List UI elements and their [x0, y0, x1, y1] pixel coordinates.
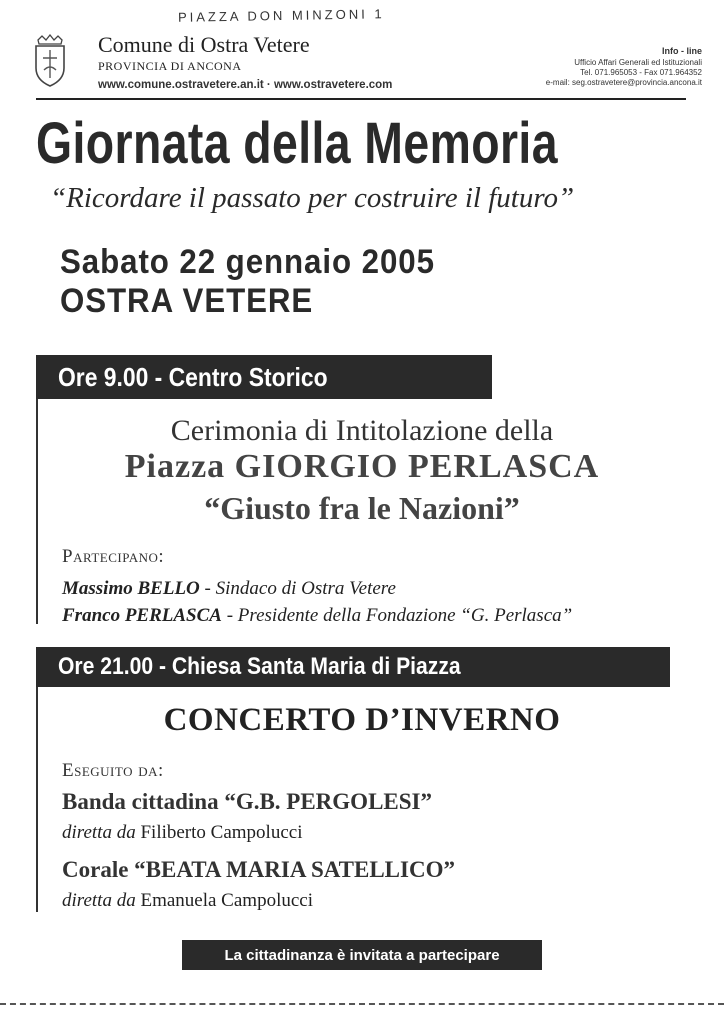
participant-item [62, 578, 396, 600]
director-name: Filiberto Campolucci [135, 822, 303, 843]
directed-by-label: diretta da [62, 890, 136, 911]
participant-name: Massimo BELLO [62, 578, 200, 599]
info-office: Ufficio Affari Generali ed Istituzionali [574, 57, 702, 67]
event-place: OSTRA VETERE [60, 282, 314, 320]
comune-name: Comune di Ostra Vetere [98, 32, 310, 57]
event-date: Sabato 22 gennaio 2005 [60, 243, 435, 281]
event-motto: “Ricordare il passato per costruire il futuro” [50, 182, 575, 214]
info-title: Info - line [662, 46, 702, 56]
invitation-banner: La cittadinanza è invitata a partecipare [182, 940, 542, 970]
performer-director [62, 822, 302, 844]
ceremony-line-1: Cerimonia di Intitolazione della [170, 414, 554, 447]
performer-group: Banda cittadina “G.B. PERGOLESI” [62, 789, 432, 814]
handwritten-note: PIAZZA DON MINZONI 1 [177, 6, 385, 25]
performer-director [62, 890, 313, 912]
performer-group: Corale “BEATA MARIA SATELLICO” [62, 857, 455, 882]
concert-title: CONCERTO D’INVERNO [163, 702, 561, 738]
participant-item [62, 605, 572, 627]
performed-by-heading: Eseguito da: [62, 760, 164, 781]
websites[interactable]: www.comune.ostravetere.an.it · www.ostravetere.com [98, 79, 393, 91]
evening-time-label: Ore 21.00 - Chiesa Santa Maria di Piazza [58, 653, 461, 680]
morning-time-label: Ore 9.00 - Centro Storico [58, 361, 328, 392]
participants-heading: Partecipano: [62, 546, 165, 567]
participant-role: - Presidente della Fondazione “G. Perlasca” [221, 605, 573, 626]
participant-name: Franco PERLASCA [62, 605, 222, 626]
municipal-crest-icon [30, 34, 70, 88]
ceremony-line-3: “Giusto fra le Nazioni” [204, 490, 520, 526]
event-title: Giornata della Memoria [36, 111, 558, 176]
directed-by-label: diretta da [62, 822, 136, 843]
footer-divider [0, 1003, 724, 1005]
info-phone: Tel. 071.965053 - Fax 071.964352 [580, 68, 702, 78]
provincia-label: PROVINCIA DI ANCONA [98, 59, 242, 73]
participant-role: - Sindaco di Ostra Vetere [199, 578, 396, 599]
info-block [546, 46, 702, 89]
morning-time-bar [36, 355, 492, 399]
info-email[interactable]: e-mail: seg.ostravetere@provincia.ancona.it [545, 78, 702, 88]
header-divider [36, 98, 686, 100]
director-name: Emanuela Campolucci [135, 890, 313, 911]
evening-time-bar [36, 647, 670, 687]
ceremony-line-2: Piazza GIORGIO PERLASCA [124, 448, 600, 485]
